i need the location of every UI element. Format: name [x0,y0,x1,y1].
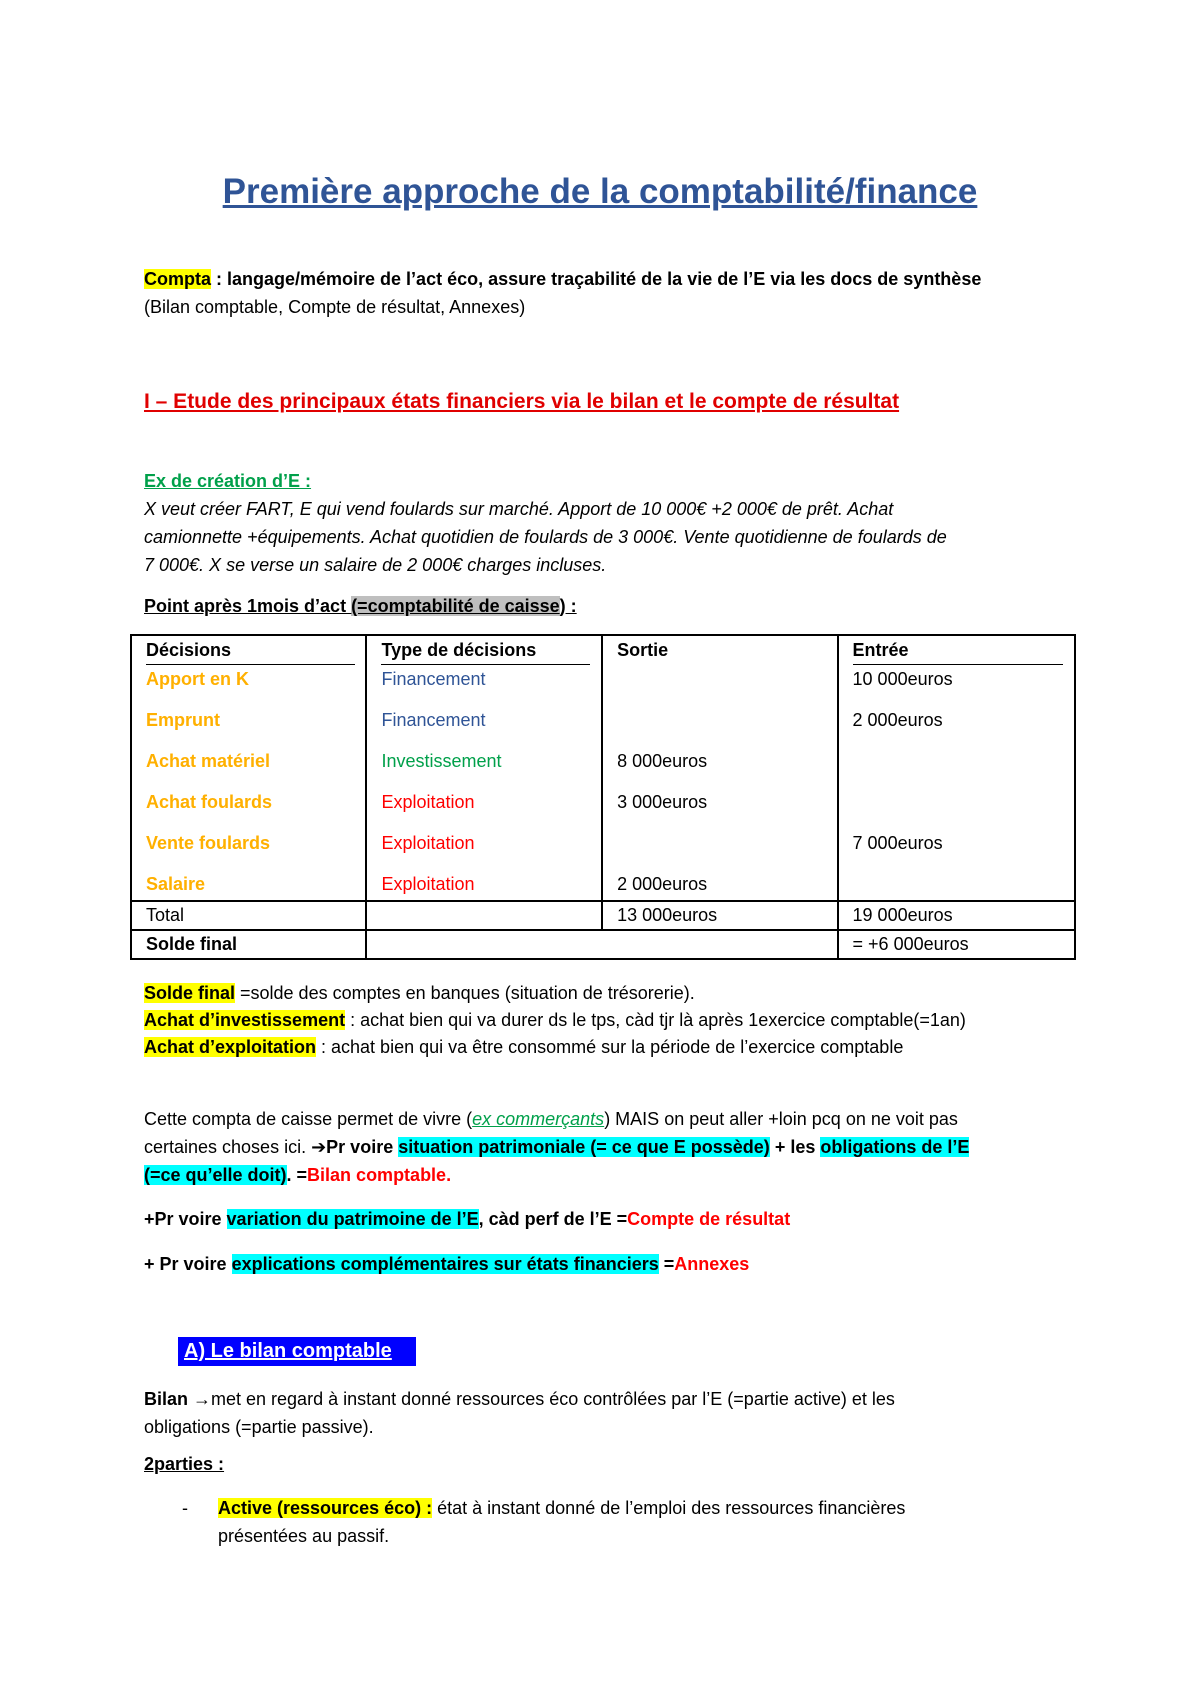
definition-text: : achat bien qui va être consommé sur la période de l’exercice comptable [316,1037,904,1057]
definition-text: : achat bien qui va durer ds le tps, càd tjr là après 1exercice comptable(=1an) [345,1010,966,1030]
example-line3: 7 000€. X se verse un salaire de 2 000€ charges incluses. [144,555,607,575]
annexes-result: Annexes [674,1254,750,1274]
solde-label: Solde final [131,930,366,959]
row-sortie [602,829,837,870]
table-header-row [131,635,1075,665]
definition-item [144,1007,966,1034]
parties-heading: 2parties : [144,1454,225,1474]
definition-term: Achat d’investissement [144,1010,346,1030]
row-entree [838,747,1075,788]
section1-title: I – Etude des principaux états financiers via le bilan et le compte de résultat [144,390,900,413]
definition-term: Achat d’exploitation [144,1037,317,1057]
row-decision: Salaire [131,870,366,901]
intro-paragraph [144,265,1084,321]
caisse-text-c: ) MAIS on peut aller +loin pcq on ne voit pas [604,1109,958,1129]
definition-term: Solde final [144,983,236,1003]
caisse-text-a: Cette compta de caisse permet de vivre ( [144,1109,473,1129]
caisse-paragraph [144,1105,1084,1189]
example-line2: camionnette +équipements. Achat quotidien de foulards de 3 000€. Vente quotidienne de foulards de [144,527,947,547]
header-entree: Entrée [853,636,1063,665]
row-sortie: 3 000euros [602,788,837,829]
definitions-block [144,980,966,1061]
row-decision: Apport en K [131,665,366,706]
bilan-line2: obligations (=partie passive). [144,1417,374,1437]
total-label: Total [131,901,366,930]
header-decisions: Décisions [146,636,355,665]
row-type: Exploitation [366,870,602,901]
table-solde-row [131,930,1075,959]
point-heading [144,592,577,620]
header-type: Type de décisions [381,636,590,665]
point-highlight: (=comptabilité de caisse [351,596,560,616]
caisse-text-d: certaines choses ici. [144,1137,312,1157]
intro-line2: (Bilan comptable, Compte de résultat, Annexes) [144,297,526,317]
row-entree [838,870,1075,901]
row-sortie [602,665,837,706]
page-title: Première approche de la comptabilité/finance [222,172,978,211]
annexes-highlight: explications complémentaires sur états financiers [231,1254,659,1274]
row-entree: 7 000euros [838,829,1075,870]
table-row [131,665,1075,706]
annexes-text-a: + Pr voire [144,1254,232,1274]
row-sortie [602,706,837,747]
caisse-highlight-doit: (=ce qu’elle doit) [144,1165,287,1185]
annexes-line [144,1250,749,1278]
table-total-row [131,901,1075,930]
decisions-table [130,634,1076,960]
intro-line1: : langage/mémoire de l’act éco, assure traçabilité de la vie de l’E via les docs de synthèse [211,269,982,289]
row-decision: Achat foulards [131,788,366,829]
active-line2: présentées au passif. [218,1526,390,1546]
row-sortie: 8 000euros [602,747,837,788]
caisse-text-e: Pr voire [326,1137,399,1157]
definition-item [144,980,966,1007]
caisse-highlight-situation: situation patrimoniale (= ce que E possède) [398,1137,770,1157]
active-line1: état à instant donné de l’emploi des ressources financières [432,1498,906,1518]
row-sortie: 2 000euros [602,870,837,901]
point-suffix: ) : [559,596,577,616]
table-row [131,870,1075,901]
row-entree: 10 000euros [838,665,1075,706]
variation-line [144,1205,790,1233]
example-line1: X veut créer FART, E qui vend foulards sur marché. Apport de 10 000€ +2 000€ de prêt. Achat [144,499,894,519]
arrow-right-icon: → [193,1389,212,1409]
active-item [218,1494,1078,1550]
caisse-text-g: + les [769,1137,821,1157]
variation-result: Compte de résultat [627,1209,791,1229]
example-block [144,467,1084,579]
table-row [131,747,1075,788]
row-entree [838,788,1075,829]
variation-text-a: +Pr voire [144,1209,227,1229]
definition-text: =solde des comptes en banques (situation de trésorerie). [235,983,695,1003]
table-row [131,829,1075,870]
header-sortie: Sortie [617,640,669,660]
variation-highlight: variation du patrimoine de l’E [226,1209,479,1229]
definition-item [144,1034,966,1061]
row-type: Financement [366,706,602,747]
row-type: Exploitation [366,788,602,829]
annexes-text-c: = [658,1254,675,1274]
example-heading: Ex de création d’E : [144,471,312,491]
bilan-paragraph [144,1385,1084,1441]
solde-value: = +6 000euros [838,930,1075,959]
intro-term: Compta [144,269,211,289]
point-prefix: Point après 1mois d’act [144,596,352,616]
row-type: Investissement [366,747,602,788]
variation-text-c: , càd perf de l’E = [478,1209,628,1229]
total-entree: 19 000euros [838,901,1075,930]
caisse-text-j: . = [286,1165,308,1185]
arrow-icon: ➔ [311,1137,327,1157]
row-entree: 2 000euros [838,706,1075,747]
bilan-term: Bilan [144,1389,194,1409]
row-decision: Emprunt [131,706,366,747]
table-row [131,706,1075,747]
bullet-dash-icon: - [182,1498,188,1518]
caisse-example: ex commerçants [472,1109,605,1129]
total-sortie: 13 000euros [602,901,837,930]
bilan-line1: met en regard à instant donné ressources éco contrôlées par l’E (=partie active) et les [211,1389,895,1409]
active-term: Active (ressources éco) : [218,1498,433,1518]
row-decision: Achat matériel [131,747,366,788]
section-a-heading: A) Le bilan comptable [178,1337,416,1366]
row-type: Financement [366,665,602,706]
caisse-highlight-obligations: obligations de l’E [820,1137,970,1157]
caisse-bilan: Bilan comptable. [307,1165,452,1185]
row-type: Exploitation [366,829,602,870]
row-decision: Vente foulards [131,829,366,870]
table-row [131,788,1075,829]
